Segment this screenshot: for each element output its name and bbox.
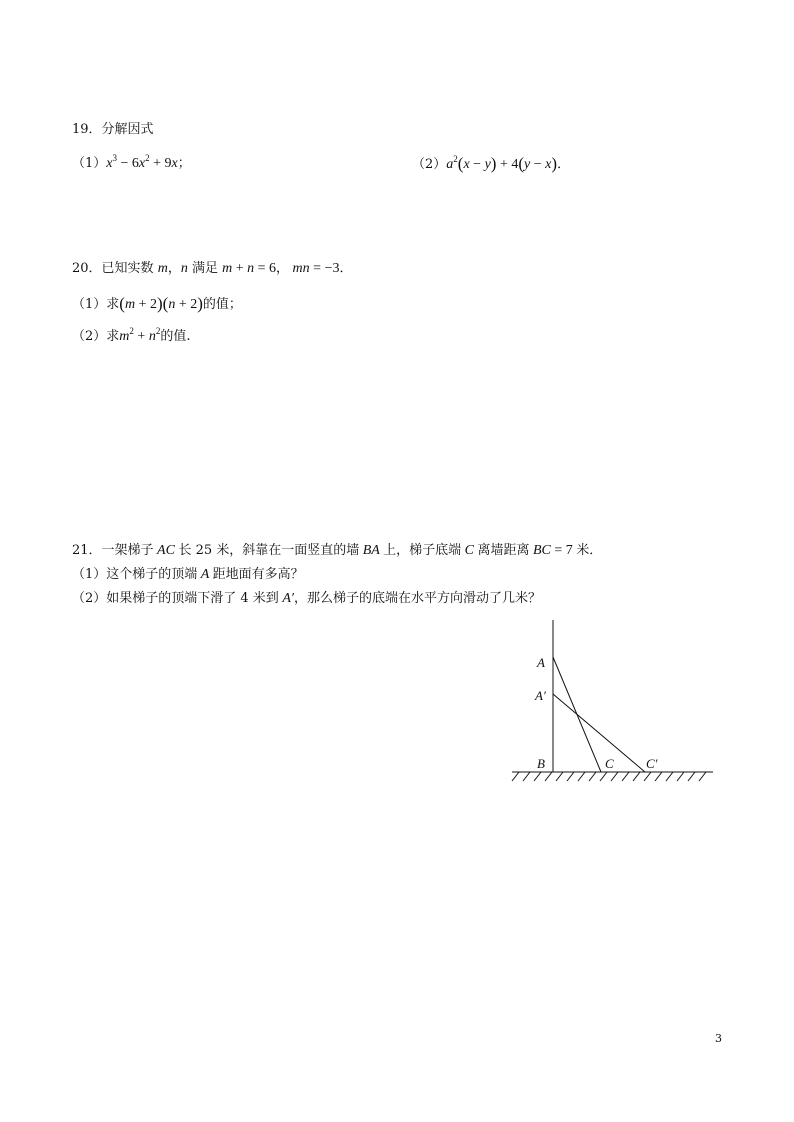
var-n: n [180,261,188,276]
label-A: A [537,655,545,670]
part-end: 的值. [160,329,191,344]
segment-AC: AC [153,543,179,558]
expression-20-2: $m^2 + n^2$ [119,326,161,344]
part-end: 的值； [202,297,242,312]
part-end: ； [177,156,191,171]
text: 长 25 米，斜靠在一面竖直的墙 [178,543,360,558]
text: ，那么梯子的底端在水平方向滑动了几米？ [293,591,541,606]
question-21-part-1 [72,566,304,584]
label-C: C [605,756,614,771]
text: （1）这个梯子的顶端 [72,567,198,582]
ground-hatching [512,772,706,781]
text: 距地面有多高？ [212,567,304,582]
question-19-part-2 [412,155,570,174]
text: 20．已知实数 [72,261,158,276]
label-B: B [537,756,545,771]
question-20-title [72,260,352,278]
expression-19-1: $x^3 - 6x^2 + 9x$ [106,153,178,171]
ladder-diagram [505,615,720,790]
question-21-title [72,542,602,560]
part-label: （2）求 [72,329,120,344]
page-number: 3 [715,1032,722,1045]
segment-BA: BA [359,543,384,558]
expression-20-1: (m + 2)(n + 2) [119,294,203,313]
part-end: ． [557,157,571,172]
label-C-prime: C′ [646,756,658,771]
text: ， [276,261,290,276]
part-label: （1）求 [72,297,120,312]
question-19-title: 19．分解因式 [72,122,154,137]
expression-19-2: $a^2(x - y) + 4(y - x)$ [446,154,558,173]
point-C: C [461,543,478,558]
text: （2）如果梯子的顶端下滑了 4 米到 [72,591,279,606]
part-label: （1） [72,156,107,171]
equation-BC: BC = 7 [529,543,573,558]
text: 21．一架梯子 [72,543,154,558]
question-19-part-1 [72,155,191,173]
var-m: m [157,261,168,276]
text: 米． [576,543,603,558]
text: ． [339,261,353,276]
text: 离墙距离 [477,543,530,558]
text: 上，梯子底端 [383,543,462,558]
text: 满足 [187,261,223,276]
ladder-A-prime-C-prime [553,694,645,772]
question-20-part-2 [72,328,190,346]
label-A-prime: A′ [535,688,546,703]
equation-sum: m + n = 6 [222,261,277,276]
point-A: A [197,567,213,582]
part-label: （2） [412,157,447,172]
question-20-part-1 [72,295,242,314]
point-A-prime: A′ [278,591,294,606]
question-21-part-2 [72,590,541,608]
equation-product: mn = −3 [289,261,340,276]
text: ， [167,261,181,276]
